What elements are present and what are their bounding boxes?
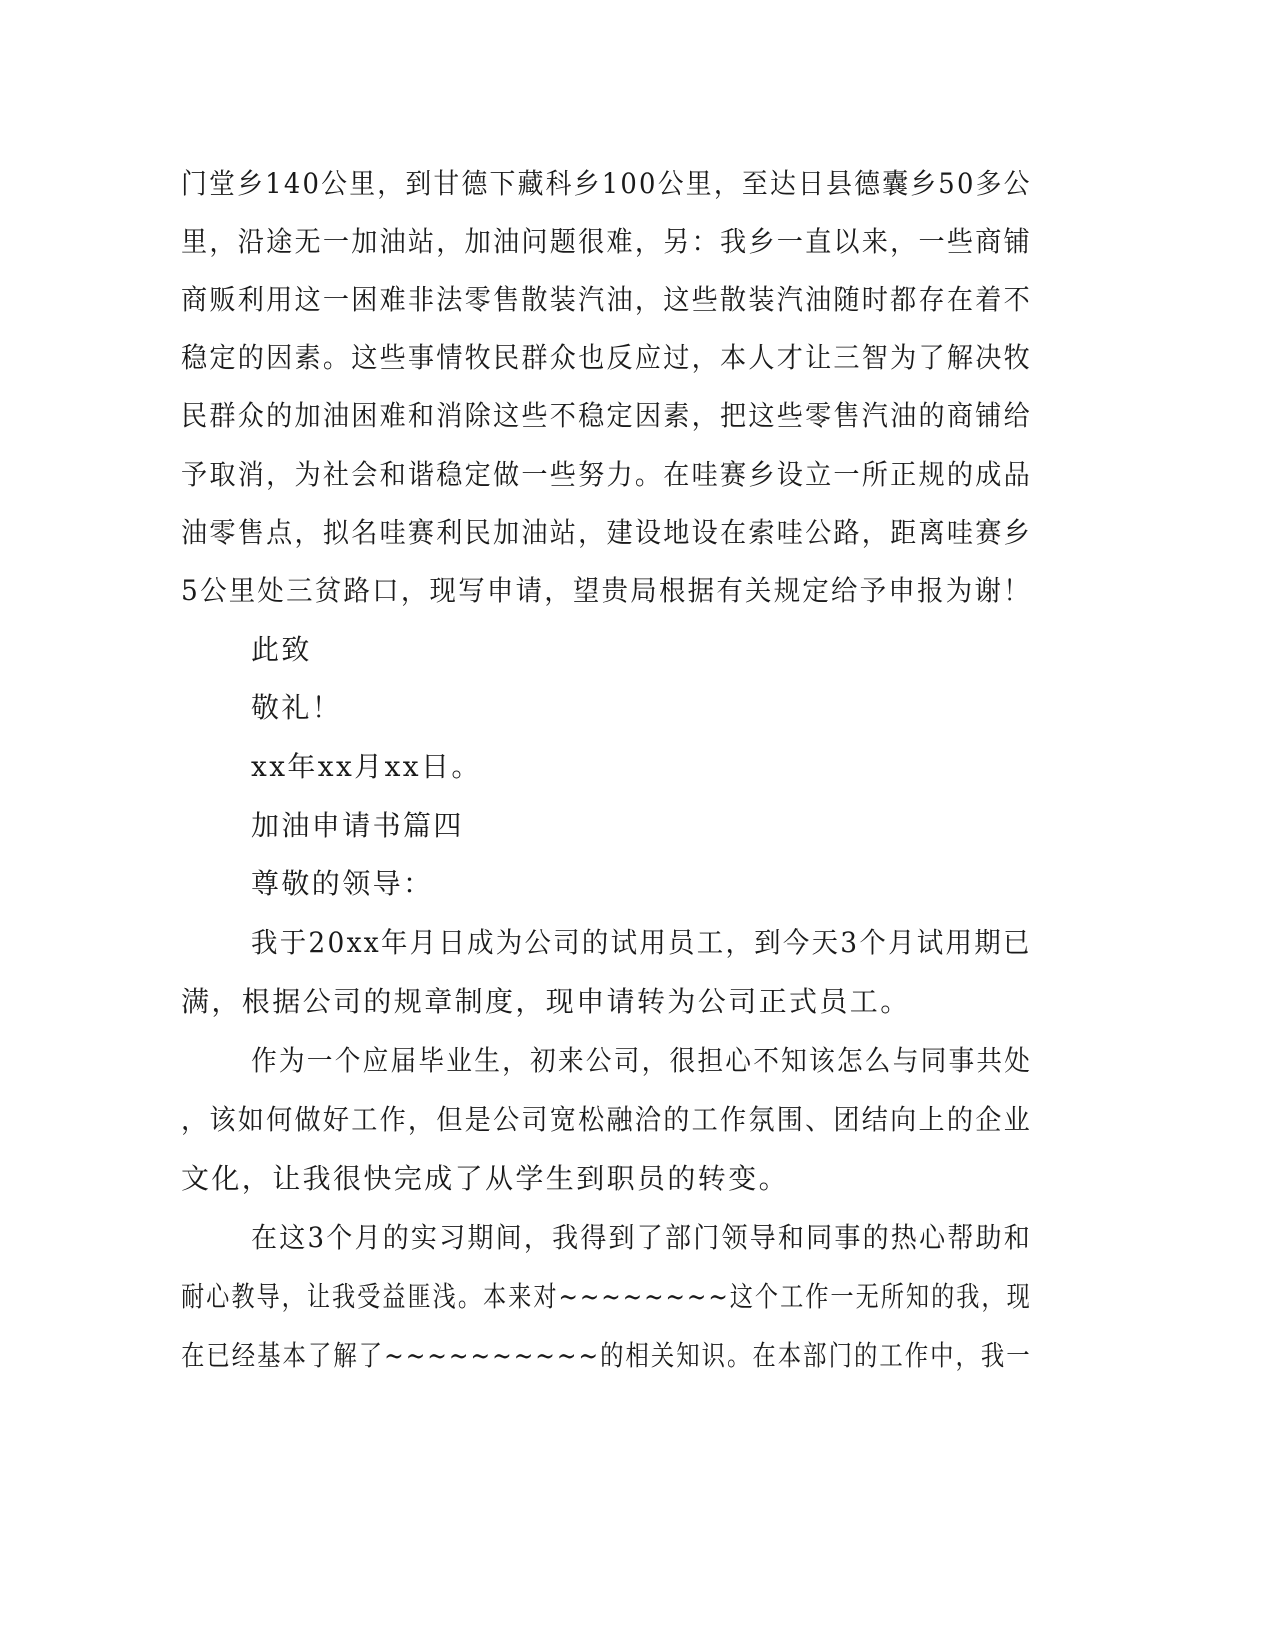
body-line: 我于20xx年月日成为公司的试用员工，到今天3个月试用期已 — [251, 926, 1032, 959]
section-heading: 加油申请书篇四 — [251, 809, 464, 842]
body-line: 在这3个月的实习期间，我得到了部门领导和同事的热心帮助和 — [251, 1221, 1033, 1254]
body-line: 作为一个应届毕业生，初来公司，很担心不知该怎么与同事共处 — [251, 1044, 1033, 1077]
body-line: 予取消，为社会和谐稳定做一些努力。在哇赛乡设立一所正规的成品 — [181, 458, 1033, 491]
body-line: 5公里处三贫路口，现写申请，望贵局根据有关规定给予申报为谢！ — [181, 574, 1032, 607]
closing-regards: 敬礼！ — [251, 691, 343, 724]
body-line: 在已经基本了解了~~~~~~~~~~的相关知识。在本部门的工作中，我一 — [181, 1339, 1032, 1372]
body-line: 民群众的加油困难和消除这些不稳定因素，把这些零售汽油的商铺给 — [181, 399, 1033, 432]
body-line: 稳定的因素。这些事情牧民群众也反应过，本人才让三智为了解决牧 — [181, 341, 1033, 374]
body-line: 里，沿途无一加油站，加油问题很难，另：我乡一直以来，一些商铺 — [181, 225, 1033, 258]
greeting: 尊敬的领导： — [251, 867, 434, 900]
letter-date: xx年xx月xx日。 — [251, 750, 482, 783]
body-line: 门堂乡140公里，到甘德下藏科乡100公里，至达日县德囊乡50多公 — [181, 167, 1032, 200]
body-line: 文化，让我很快完成了从学生到职员的转变。 — [181, 1162, 790, 1195]
body-line: 油零售点，拟名哇赛利民加油站，建设地设在索哇公路，距离哇赛乡 — [181, 516, 1033, 549]
body-line: 耐心教导，让我受益匪浅。本来对~~~~~~~~这个工作一无所知的我，现 — [181, 1280, 1032, 1313]
body-line: 满，根据公司的规章制度，现申请转为公司正式员工。 — [181, 985, 911, 1018]
closing-salutation: 此致 — [251, 633, 312, 666]
body-line: ，该如何做好工作，但是公司宽松融洽的工作氛围、团结向上的企业 — [181, 1103, 1033, 1136]
body-line: 商贩利用这一困难非法零售散装汽油，这些散装汽油随时都存在着不 — [181, 283, 1033, 316]
